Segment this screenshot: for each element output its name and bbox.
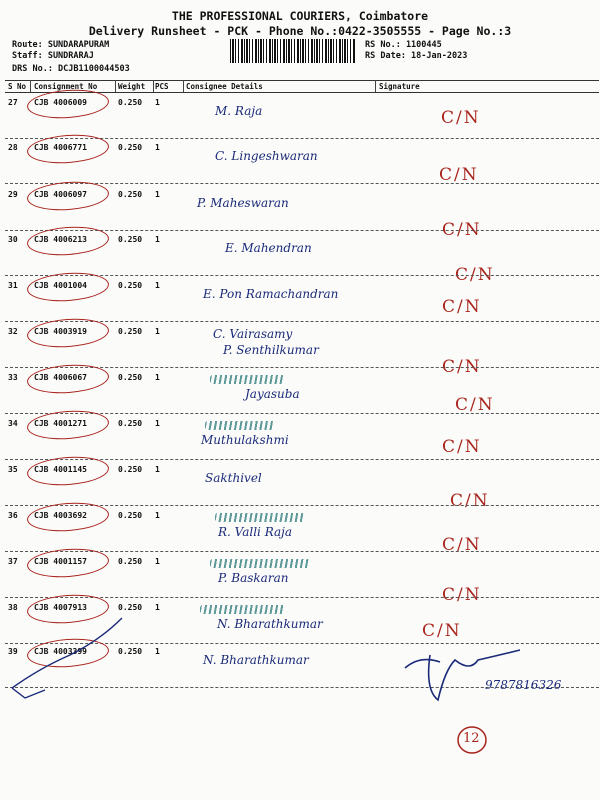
weight-value: 0.250	[118, 235, 143, 244]
pieces-count: 1	[155, 465, 160, 474]
rs-date-label: RS Date: 18-Jan-2023	[365, 51, 468, 61]
column-header-pcs: PCS	[155, 82, 169, 91]
consignment-number: CJB 4006213	[34, 235, 87, 244]
delivery-status-mark: C/N	[450, 491, 490, 511]
consignment-number: CJB 4001271	[34, 419, 87, 428]
consignee-name: E. Pon Ramachandran	[203, 287, 339, 301]
pieces-count: 1	[155, 419, 160, 428]
serial-number: 28	[8, 143, 18, 152]
weight-value: 0.250	[118, 511, 143, 520]
consignment-number: CJB 4003399	[34, 647, 87, 656]
delivery-status-mark: C/N	[455, 395, 495, 415]
pieces-count: 1	[155, 603, 160, 612]
route-label: Route: SUNDARAPURAM	[12, 40, 110, 50]
column-header-consignee: Consignee Details	[186, 82, 263, 91]
serial-number: 39	[8, 647, 18, 656]
consignee-name: Sakthivel	[205, 471, 262, 485]
serial-number: 34	[8, 419, 18, 428]
pieces-count: 1	[155, 281, 160, 290]
staff-label: Staff: SUNDRARAJ	[12, 51, 94, 61]
document-subtitle: Delivery Runsheet - PCK - Phone No.:0422-3505555 - Page No.:3	[88, 24, 512, 38]
signature-phone-number: 9787816326	[485, 678, 562, 692]
consignment-number: CJB 4001004	[34, 281, 87, 290]
pieces-count: 1	[155, 190, 160, 199]
consignment-number: CJB 4006097	[34, 190, 87, 199]
consignee-name: P. Maheswaran	[197, 196, 289, 210]
consignee-name: Jayasuba	[245, 387, 300, 401]
delivery-status-mark: C/N	[442, 357, 482, 377]
weight-value: 0.250	[118, 603, 143, 612]
drs-label: DRS No.: DCJB1100044503	[12, 64, 130, 74]
pieces-count: 1	[155, 647, 160, 656]
weight-value: 0.250	[118, 327, 143, 336]
pieces-count: 1	[155, 373, 160, 382]
serial-number: 37	[8, 557, 18, 566]
pieces-count: 1	[155, 98, 160, 107]
delivery-status-mark: C/N	[442, 585, 482, 605]
delivery-tick-mark	[12, 688, 45, 698]
column-header-consignment: Consignment No	[34, 82, 98, 91]
weight-value: 0.250	[118, 465, 143, 474]
serial-number: 33	[8, 373, 18, 382]
page-mark: 12	[463, 731, 480, 746]
consignment-number: CJB 4006771	[34, 143, 87, 152]
serial-number: 29	[8, 190, 18, 199]
weight-value: 0.250	[118, 647, 143, 656]
rs-no-label: RS No.: 1100445	[365, 40, 442, 50]
serial-number: 32	[8, 327, 18, 336]
delivery-status-mark: C/N	[441, 108, 481, 128]
pieces-count: 1	[155, 143, 160, 152]
weight-value: 0.250	[118, 281, 143, 290]
consignee-name: C. Vairasamy	[213, 327, 293, 341]
consignment-number: CJB 4006067	[34, 373, 87, 382]
pieces-count: 1	[155, 557, 160, 566]
receiver-signature	[405, 650, 520, 700]
weight-value: 0.250	[118, 190, 143, 199]
consignment-number: CJB 4001157	[34, 557, 87, 566]
consignment-number: CJB 4001145	[34, 465, 87, 474]
serial-number: 27	[8, 98, 18, 107]
consignee-name: N. Bharathkumar	[203, 653, 309, 667]
consignment-number: CJB 4003692	[34, 511, 87, 520]
consignment-number: CJB 4003919	[34, 327, 87, 336]
consignment-number: CJB 4006009	[34, 98, 87, 107]
weight-value: 0.250	[118, 557, 143, 566]
consignee-name: R. Valli Raja	[218, 525, 293, 539]
consignee-name: C. Lingeshwaran	[215, 149, 318, 163]
weight-value: 0.250	[118, 98, 143, 107]
weight-value: 0.250	[118, 373, 143, 382]
consignee-name-secondary: P. Senthilkumar	[223, 343, 319, 357]
serial-number: 35	[8, 465, 18, 474]
serial-number: 38	[8, 603, 18, 612]
delivery-status-mark: C/N	[439, 165, 479, 185]
serial-number: 36	[8, 511, 18, 520]
pieces-count: 1	[155, 327, 160, 336]
column-header-sno: S No	[8, 82, 27, 91]
weight-value: 0.250	[118, 419, 143, 428]
document-title: THE PROFESSIONAL COURIERS, Coimbatore	[171, 9, 429, 23]
consignee-name: M. Raja	[215, 104, 263, 118]
consignee-name: Muthulakshmi	[201, 433, 289, 447]
delivery-status-mark: C/N	[455, 265, 495, 285]
pieces-count: 1	[155, 511, 160, 520]
consignee-name: P. Baskaran	[218, 571, 289, 585]
delivery-status-mark: C/N	[422, 621, 462, 641]
serial-number: 30	[8, 235, 18, 244]
delivery-status-mark: C/N	[442, 297, 482, 317]
weight-value: 0.250	[118, 143, 143, 152]
column-header-weight: Weight	[118, 82, 146, 91]
consignee-name: N. Bharathkumar	[217, 617, 323, 631]
pieces-count: 1	[155, 235, 160, 244]
column-header-signature: Signature	[379, 82, 420, 91]
delivery-tick-mark	[12, 618, 122, 688]
delivery-status-mark: C/N	[442, 535, 482, 555]
consignment-number: CJB 4007913	[34, 603, 87, 612]
delivery-status-mark: C/N	[442, 220, 482, 240]
consignee-name: E. Mahendran	[225, 241, 312, 255]
serial-number: 31	[8, 281, 18, 290]
delivery-status-mark: C/N	[442, 437, 482, 457]
